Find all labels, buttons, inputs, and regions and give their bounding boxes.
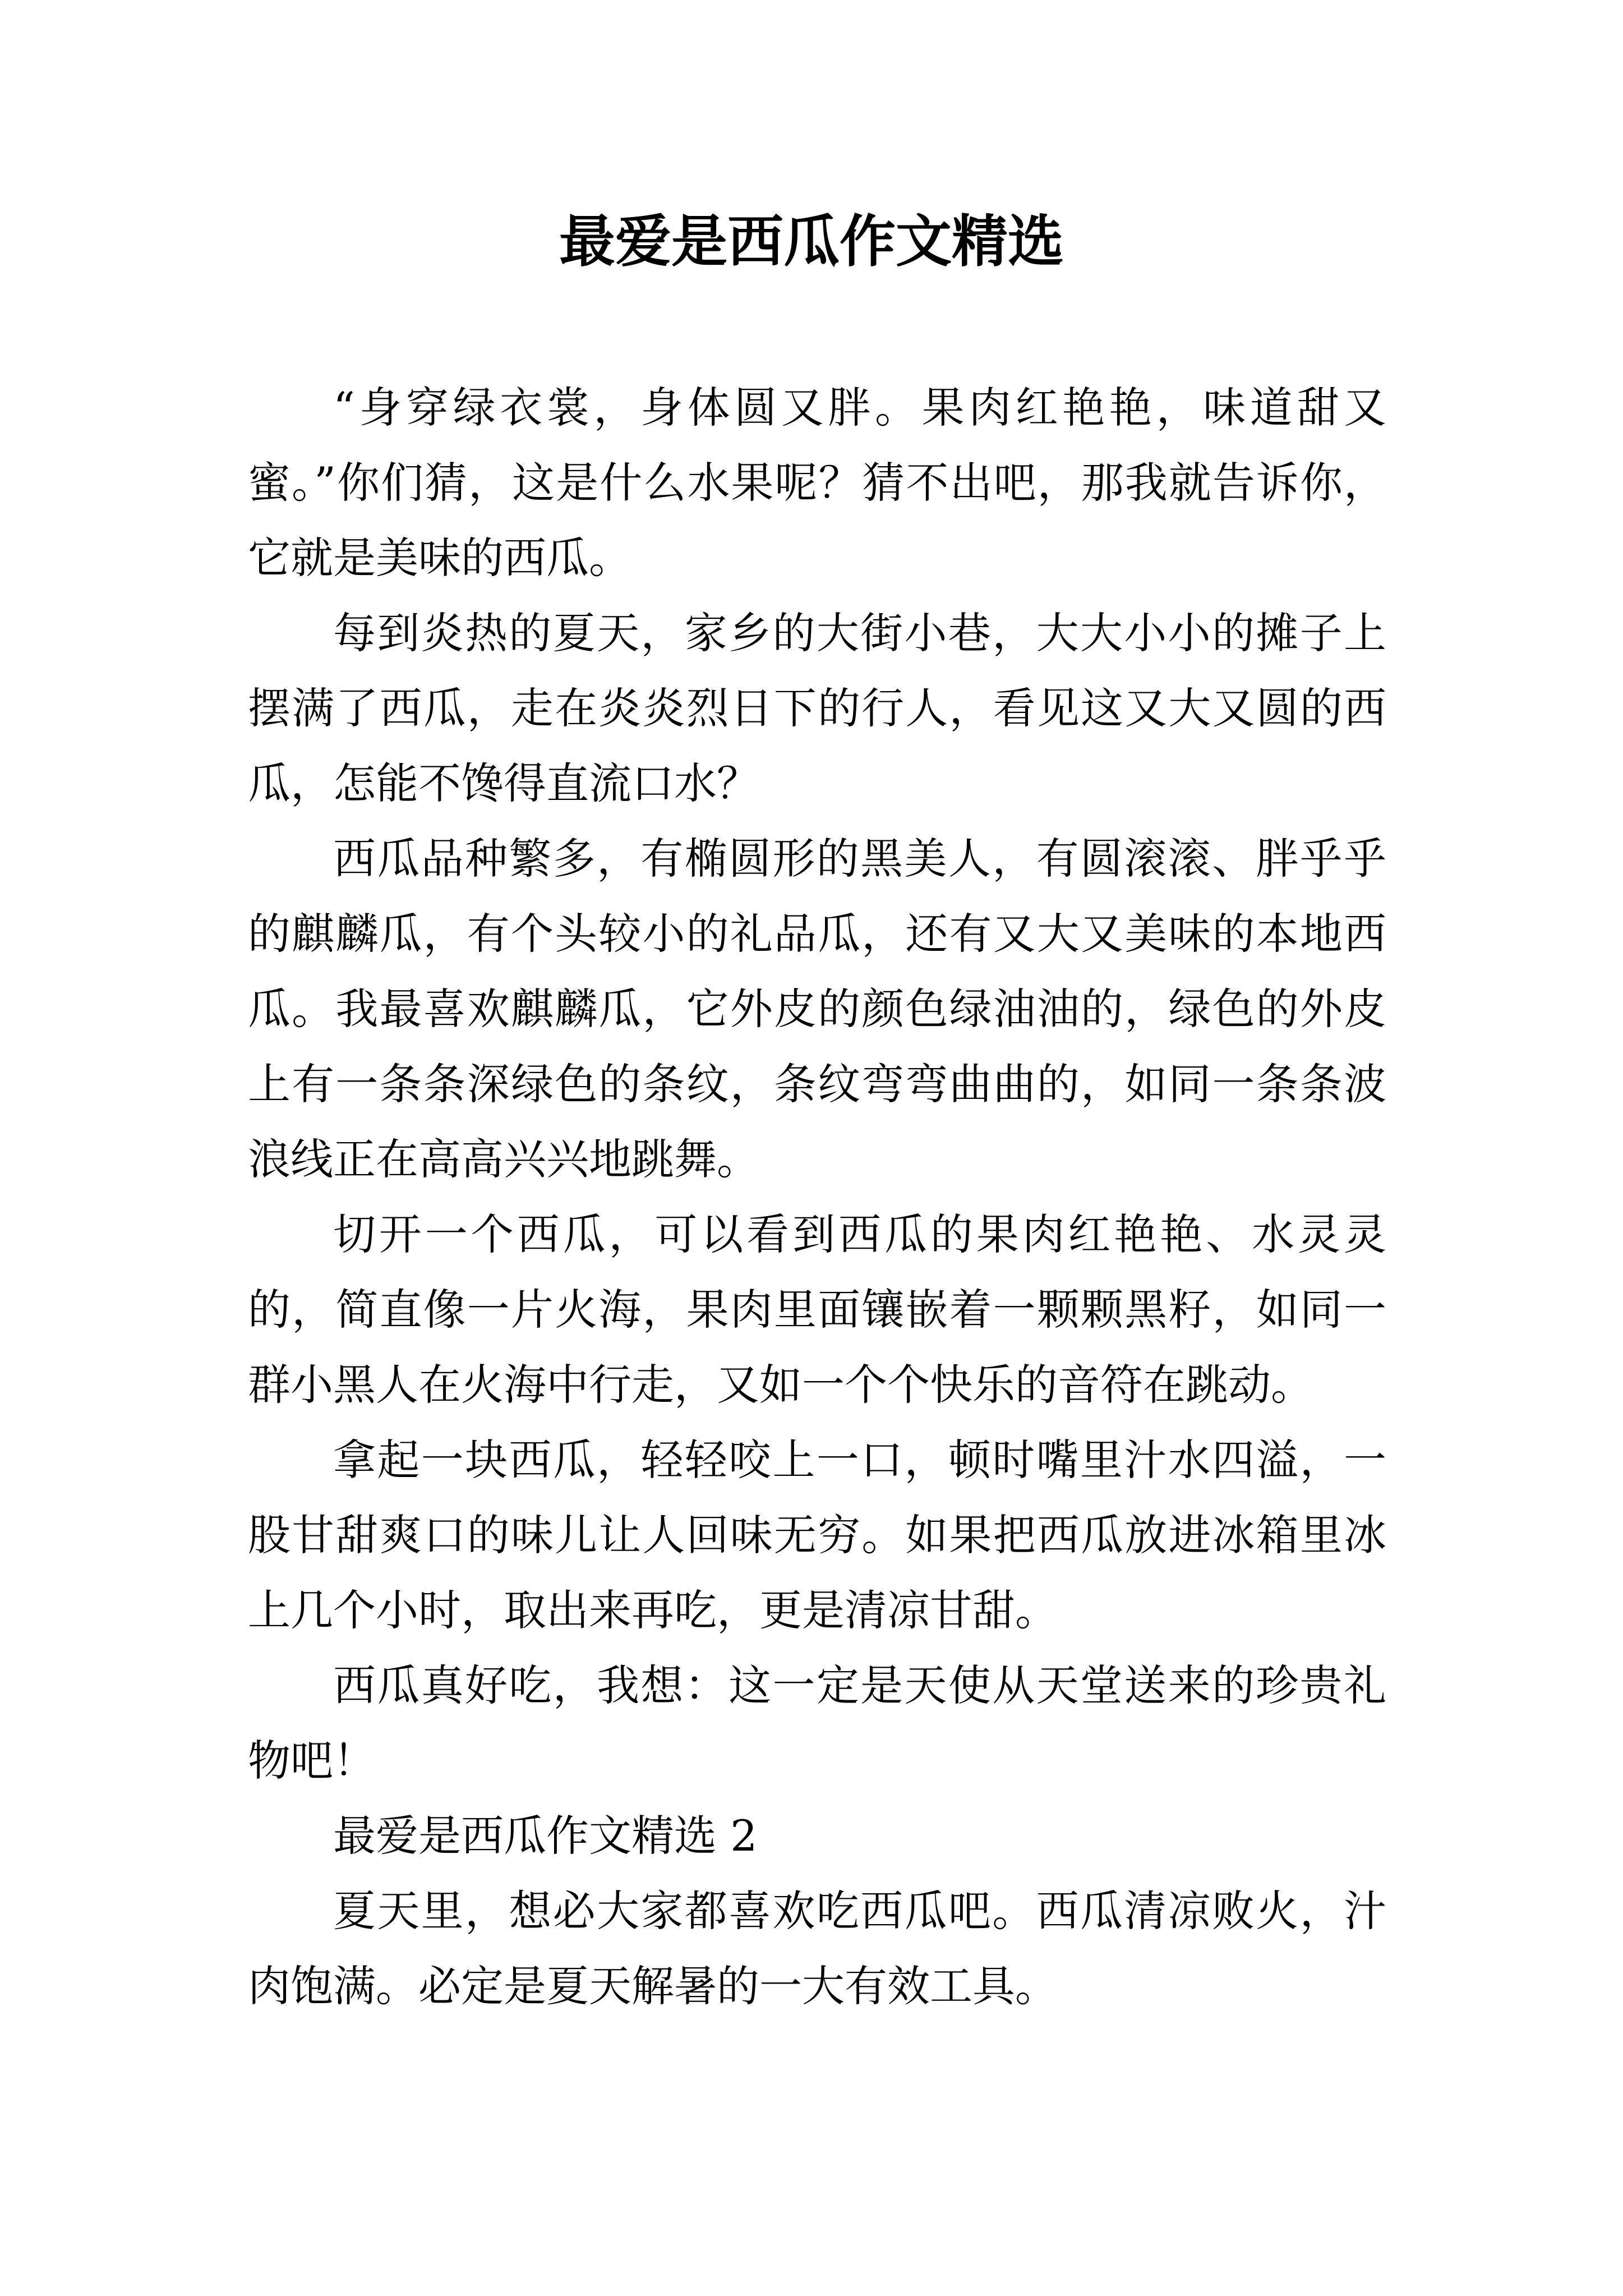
paragraph-1: “身穿绿衣裳，身体圆又胖。果肉红艳艳，味道甜又蜜。”你们猜，这是什么水果呢？猜不出吧，那我就告诉你，它就是美味的西瓜。 (248, 383, 1386, 583)
paragraph-4: 切开一个西瓜，可以看到西瓜的果肉红艳艳、水灵灵的，简直像一片火海，果肉里面镶嵌着一颗颗黑籽，如同一群小黑人在火海中行走，又如一个个快乐的音符在跳动。 (248, 1209, 1386, 1410)
section-heading-2: 最爱是西瓜作文精选 2 (333, 1811, 758, 1861)
document-body (248, 370, 1386, 2024)
paragraph-2: 每到炎热的夏天，家乡的大街小巷，大大小小的摊子上摆满了西瓜，走在炎炎烈日下的行人，看见这又大又圆的西瓜，怎能不馋得直流口水？ (248, 608, 1386, 808)
paragraph-5: 拿起一块西瓜，轻轻咬上一口，顿时嘴里汁水四溢，一股甘甜爽口的味儿让人回味无穷。如果把西瓜放进冰箱里冰上几个小时，取出来再吃，更是清凉甘甜。 (248, 1435, 1386, 1635)
paragraph-6: 西瓜真好吃，我想：这一定是天使从天堂送来的珍贵礼物吧！ (248, 1660, 1386, 1786)
document-title: 最爱是西瓜作文精选 (559, 208, 1064, 274)
paragraph-7: 夏天里，想必大家都喜欢吃西瓜吧。西瓜清凉败火，汁肉饱满。必定是夏天解暑的一大有效工具。 (248, 1886, 1386, 2011)
paragraph-3: 西瓜品种繁多，有椭圆形的黑美人，有圆滚滚、胖乎乎的麒麟瓜，有个头较小的礼品瓜，还有又大又美味的本地西瓜。我最喜欢麒麟瓜，它外皮的颜色绿油油的，绿色的外皮上有一条条深绿色的条纹，条纹弯弯曲曲的，如同一条条波浪线正在高高兴兴地跳舞。 (248, 834, 1386, 1184)
